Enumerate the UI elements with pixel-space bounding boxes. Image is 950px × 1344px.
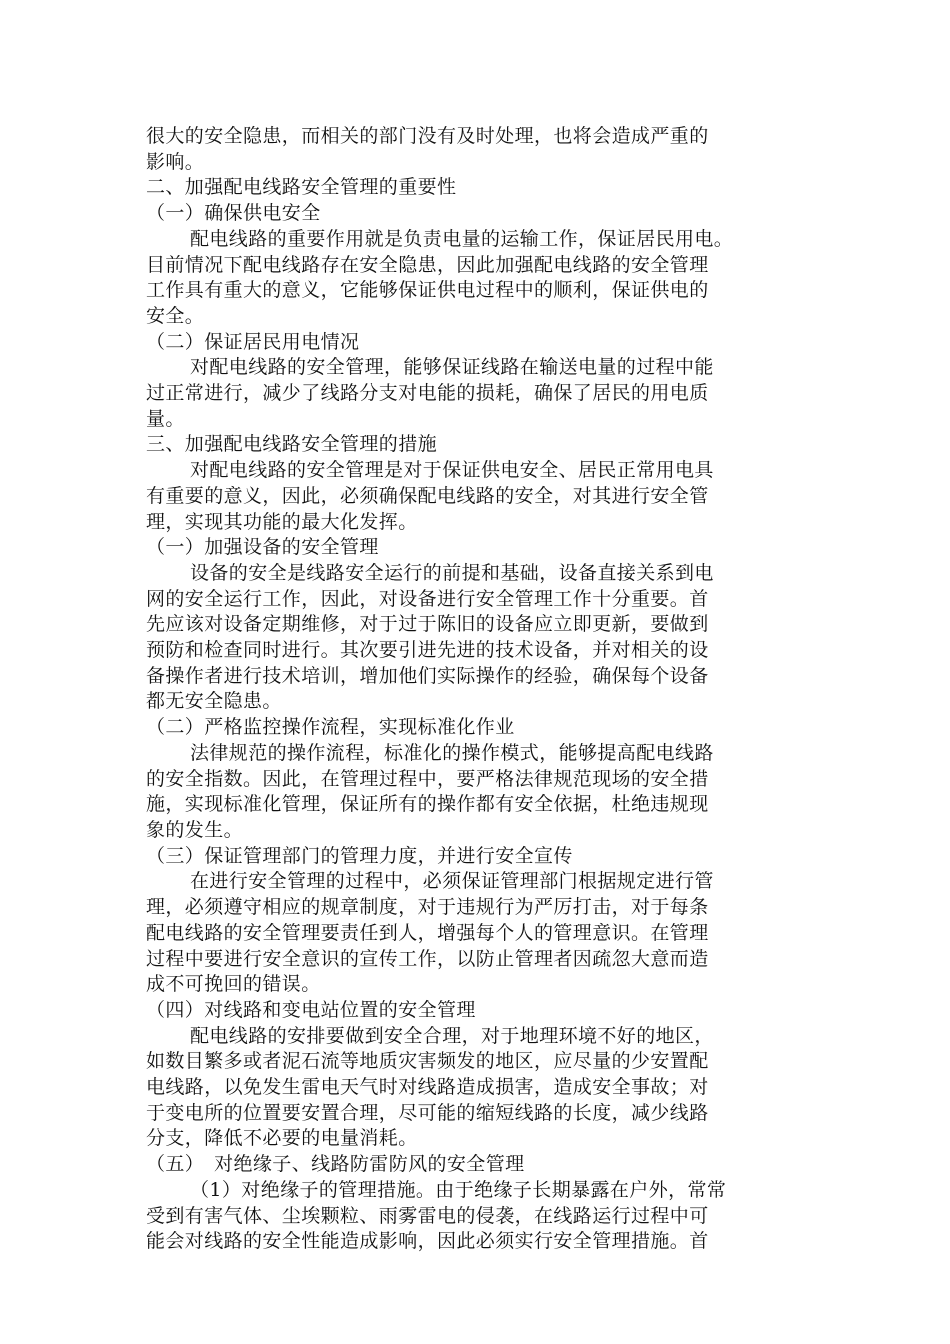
text-line: 能会对线路的安全性能造成影响，因此必须实行安全管理措施。首: [146, 1230, 709, 1253]
text-line: 成不可挽回的错误。: [146, 973, 321, 996]
text-line: 配电线路的安排要做到安全合理，对于地理环境不好的地区，: [190, 1024, 714, 1047]
heading-text: （一）加强设备的安全管理: [146, 536, 379, 559]
heading-text: 二、加强配电线路安全管理的重要性: [146, 176, 457, 199]
text-line: 配电线路的重要作用就是负责电量的运输工作，保证居民用电。: [190, 227, 734, 250]
text-line: 安全。: [146, 304, 205, 327]
text-line: 配电线路的安全管理要责任到人，增强每个人的管理意识。在管理: [146, 921, 709, 944]
heading-text: （一）确保供电安全: [146, 202, 321, 225]
paragraph-6: [146, 741, 814, 844]
text-line: 网的安全运行工作，因此，对设备进行安全管理工作十分重要。首: [146, 587, 709, 610]
subsection-heading-3-5: [146, 1152, 814, 1178]
text-line: 预防和检查同时进行。其次要引进先进的技术设备，并对相关的设: [146, 639, 709, 662]
paragraph-3: [146, 355, 814, 432]
text-line: 施，实现标准化管理，保证所有的操作都有安全依据，杜绝违规现: [146, 793, 709, 816]
paragraph-5: [146, 561, 814, 715]
heading-text: （二）保证居民用电情况: [146, 330, 360, 353]
heading-text: （二）严格监控操作流程，实现标准化作业: [146, 716, 515, 739]
text-line: 目前情况下配电线路存在安全隐患，因此加强配电线路的安全管理: [146, 253, 709, 276]
heading-text: （五） 对绝缘子、线路防雷防风的安全管理: [146, 1153, 525, 1176]
text-line: 如数目繁多或者泥石流等地质灾害频发的地区，应尽量的少安置配: [146, 1050, 709, 1073]
document-body: [146, 124, 814, 1255]
text-line: 先应该对设备定期维修，对于过于陈旧的设备应立即更新，要做到: [146, 613, 709, 636]
subsection-heading-3-2: [146, 715, 814, 741]
section-heading-2: [146, 175, 814, 201]
text-line: 对配电线路的安全管理，能够保证线路在输送电量的过程中能: [190, 356, 714, 379]
subsection-heading-3-1: [146, 535, 814, 561]
text-line: 于变电所的位置要安置合理，尽可能的缩短线路的长度，减少线路: [146, 1101, 709, 1124]
text-line: 都无安全隐患。: [146, 690, 282, 713]
paragraph-1: [146, 124, 814, 175]
heading-text: （四）对线路和变电站位置的安全管理: [146, 998, 476, 1021]
paragraph-8: [146, 1024, 814, 1153]
text-line: 电线路，以免发生雷电天气时对线路造成损害，造成安全事故；对: [146, 1076, 709, 1099]
subsection-heading-2-2: [146, 330, 814, 356]
text-line: 分支，降低不必要的电量消耗。: [146, 1127, 418, 1150]
heading-text: 三、加强配电线路安全管理的措施: [146, 433, 438, 456]
text-line: 影响。: [146, 150, 205, 173]
text-line: 量。: [146, 407, 185, 430]
heading-text: （三）保证管理部门的管理力度，并进行安全宣传: [146, 844, 573, 867]
text-line: 备操作者进行技术培训，增加他们实际操作的经验，确保每个设备: [146, 664, 709, 687]
subsection-heading-3-4: [146, 998, 814, 1024]
text-line: 过程中要进行安全意识的宣传工作，以防止管理者因疏忽大意而造: [146, 947, 709, 970]
text-line: 工作具有重大的意义，它能够保证供电过程中的顺利，保证供电的: [146, 279, 709, 302]
text-line: 很大的安全隐患，而相关的部门没有及时处理，也将会造成严重的: [146, 125, 709, 147]
text-line: 的安全指数。因此，在管理过程中，要严格法律规范现场的安全措: [146, 767, 709, 790]
text-line: 理，实现其功能的最大化发挥。: [146, 510, 418, 533]
subsection-heading-2-1: [146, 201, 814, 227]
text-line: 对配电线路的安全管理是对于保证供电安全、居民正常用电具: [190, 459, 714, 482]
text-line: 过正常进行，减少了线路分支对电能的损耗，确保了居民的用电质: [146, 382, 709, 405]
paragraph-4: [146, 458, 814, 535]
text-line: 在进行安全管理的过程中，必须保证管理部门根据规定进行管: [190, 870, 714, 893]
text-line: 设备的安全是线路安全运行的前提和基础，设备直接关系到电: [190, 561, 714, 584]
section-heading-3: [146, 432, 814, 458]
text-line: （1）对绝缘子的管理措施。由于绝缘子长期暴露在户外，常常: [190, 1178, 727, 1201]
text-line: 象的发生。: [146, 818, 244, 841]
text-line: 受到有害气体、尘埃颗粒、雨雾雷电的侵袭，在线路运行过程中可: [146, 1204, 709, 1227]
text-line: 有重要的意义，因此，必须确保配电线路的安全，对其进行安全管: [146, 484, 709, 507]
paragraph-7: [146, 869, 814, 998]
text-line: 理，必须遵守相应的规章制度，对于违规行为严厉打击，对于每条: [146, 896, 709, 919]
text-line: 法律规范的操作流程，标准化的操作模式，能够提高配电线路: [190, 741, 714, 764]
paragraph-9: [146, 1178, 814, 1255]
paragraph-2: [146, 227, 814, 330]
subsection-heading-3-3: [146, 844, 814, 870]
